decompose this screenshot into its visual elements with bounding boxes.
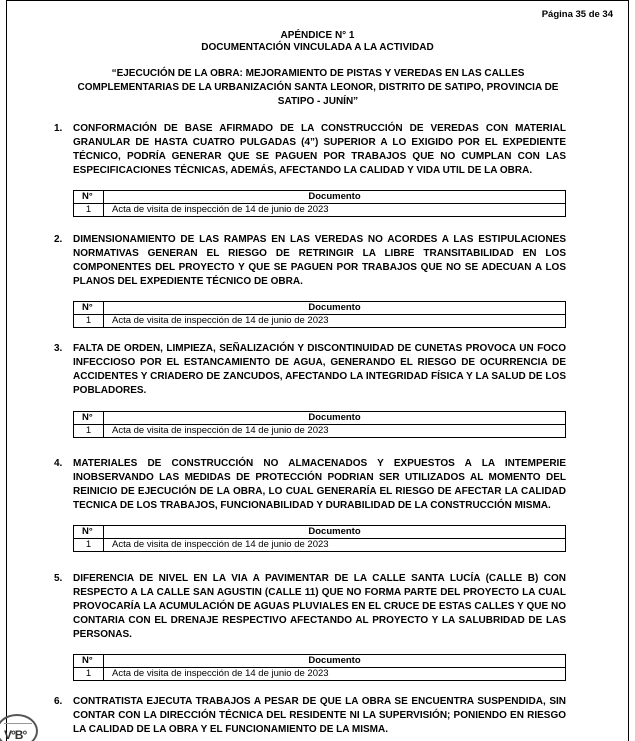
table-row	[74, 425, 566, 438]
finding-text: FALTA DE ORDEN, LIMPIEZA, SEÑALIZACIÓN Y DISCONTINUIDAD DE CUNETAS PROVOCA UN FOCO INFECCIOSO POR EL ESTANCAMIENTO DE AGUA, GENERANDO EL RIESGO DE OCURRENCIA DE ACCIDENTES Y CRIADERO DE ZANCUDOS, AFECTANDO LA INTEGRIDAD FÍSICA Y LA SALUD DE LOS POBLADORES.	[73, 343, 566, 396]
document-header: Documento	[104, 302, 566, 315]
signature-stamp-icon: V°B°	[0, 714, 38, 741]
row-number: 1	[74, 315, 104, 328]
table-row	[74, 539, 566, 552]
page-number: Página 35 de 34	[541, 9, 613, 20]
project-title-line-3: SATIPO - JUNÍN”	[277, 96, 359, 107]
documents-table-5	[73, 654, 566, 681]
number-header: N°	[74, 191, 104, 204]
finding-number: 3.	[54, 343, 63, 354]
finding-number: 2.	[54, 234, 63, 245]
row-document: Acta de visita de inspección de 14 de junio de 2023	[104, 204, 566, 217]
table-header-row	[74, 526, 566, 539]
project-title-line-1: “EJECUCIÓN DE LA OBRA: MEJORAMIENTO DE PISTAS Y VEREDAS EN LAS CALLES	[111, 68, 525, 79]
documents-table-4	[73, 525, 566, 552]
appendix-title: APÉNDICE N° 1	[280, 30, 355, 41]
row-number: 1	[74, 204, 104, 217]
finding-number: 1.	[54, 123, 63, 134]
finding-text: DIFERENCIA DE NIVEL EN LA VIA A PAVIMENTAR DE LA CALLE SANTA LUCÍA (CALLE B) CON RESPECTO A LA CALLE SAN AGUSTIN (CALLE 11) QUE NO FORMA PARTE DEL PROYECTO LA CUAL PROVOCARÍA LA ACUMULACIÓN DE AGUAS PLUVIALES EN EL CRUCE DE ESTAS CALLES Y QUE NO CONTARIA CON EL DRENAJE RESPECTIVO AFECTANDO AL PROYECTO Y LA SALUBRIDAD DE LAS PERSONAS.	[73, 573, 566, 640]
finding-text: MATERIALES DE CONSTRUCCIÓN NO ALMACENADOS Y EXPUESTOS A LA INTEMPERIE INOBSERVANDO LAS MEDIDAS DE PROTECCIÓN PODRIAN SER UTILIZADOS AL MOMENTO DEL REINICIO DE EJECUCIÓN DE LA OBRA, LO CUAL GENERARÍA EL RIESGO DE AFECTAR LA CALIDAD TECNICA DE LOS TRABAJOS, FUNCIONABILIDAD Y DURABILIDAD DE LA CONSTRUCCIÓN MISMA.	[73, 458, 566, 511]
documents-table-1	[73, 190, 566, 217]
finding-number: 5.	[54, 573, 63, 584]
document-header: Documento	[104, 526, 566, 539]
documents-table-3	[73, 411, 566, 438]
table-row	[74, 668, 566, 681]
finding-text: DIMENSIONAMIENTO DE LAS RAMPAS EN LAS VEREDAS NO ACORDES A LAS ESTIPULACIONES NORMATIVAS GENERAN EL RIESGO DE RETRINGIR LA LIBRE TRANSITABILIDAD EN LOS COMPONENTES DEL PROYECTO Y QUE SE PAGUEN POR TRABAJOS QUE NO SE ADECUAN A LOS PLANOS DEL EXPEDIENTE TÉCNICO DE OBRA.	[73, 234, 566, 287]
document-header: Documento	[104, 191, 566, 204]
row-number: 1	[74, 539, 104, 552]
finding-number: 6.	[54, 696, 63, 707]
row-number: 1	[74, 668, 104, 681]
table-header-row	[74, 191, 566, 204]
row-document: Acta de visita de inspección de 14 de junio de 2023	[104, 539, 566, 552]
document-header: Documento	[104, 412, 566, 425]
appendix-subtitle: DOCUMENTACIÓN VINCULADA A LA ACTIVIDAD	[201, 42, 434, 53]
number-header: N°	[74, 526, 104, 539]
finding-number: 4.	[54, 458, 63, 469]
number-header: N°	[74, 412, 104, 425]
row-document: Acta de visita de inspección de 14 de junio de 2023	[104, 425, 566, 438]
project-title-line-2: COMPLEMENTARIAS DE LA URBANIZACIÓN SANTA LEONOR, DISTRITO DE SATIPO, PROVINCIA DE	[77, 82, 559, 93]
table-header-row	[74, 655, 566, 668]
row-document: Acta de visita de inspección de 14 de junio de 2023	[104, 668, 566, 681]
finding-text: CONTRATISTA EJECUTA TRABAJOS A PESAR DE QUE LA OBRA SE ENCUENTRA SUSPENDIDA, SIN CONTAR CON LA DIRECCIÓN TÉCNICA DEL RESIDENTE NI LA SUPERVISIÓN; PONIENDO EN RIESGO LA CALIDAD DE LA OBRA Y EL FUNCIONAMIENTO DE LA MISMA.	[73, 696, 566, 735]
finding-text: CONFORMACIÓN DE BASE AFIRMADO DE LA CONSTRUCCIÓN DE VEREDAS CON MATERIAL GRANULAR DE HASTA CUATRO PULGADAS (4”) SUPERIOR A LO EXIGIDO POR EL EXPEDIENTE TÉCNICO, PODRÍA GENERAR QUE SE PAGUEN POR TRABAJOS QUE NO CUMPLAN CON LAS ESPECIFICACIONES TÉCNICAS, ADEMÁS, AFECTANDO LA CALIDAD Y VIDA UTIL DE LA OBRA.	[73, 123, 566, 176]
row-document: Acta de visita de inspección de 14 de junio de 2023	[104, 315, 566, 328]
table-header-row	[74, 302, 566, 315]
table-row	[74, 315, 566, 328]
documents-table-2	[73, 301, 566, 328]
row-number: 1	[74, 425, 104, 438]
table-header-row	[74, 412, 566, 425]
table-row	[74, 204, 566, 217]
number-header: N°	[74, 302, 104, 315]
document-header: Documento	[104, 655, 566, 668]
number-header: N°	[74, 655, 104, 668]
